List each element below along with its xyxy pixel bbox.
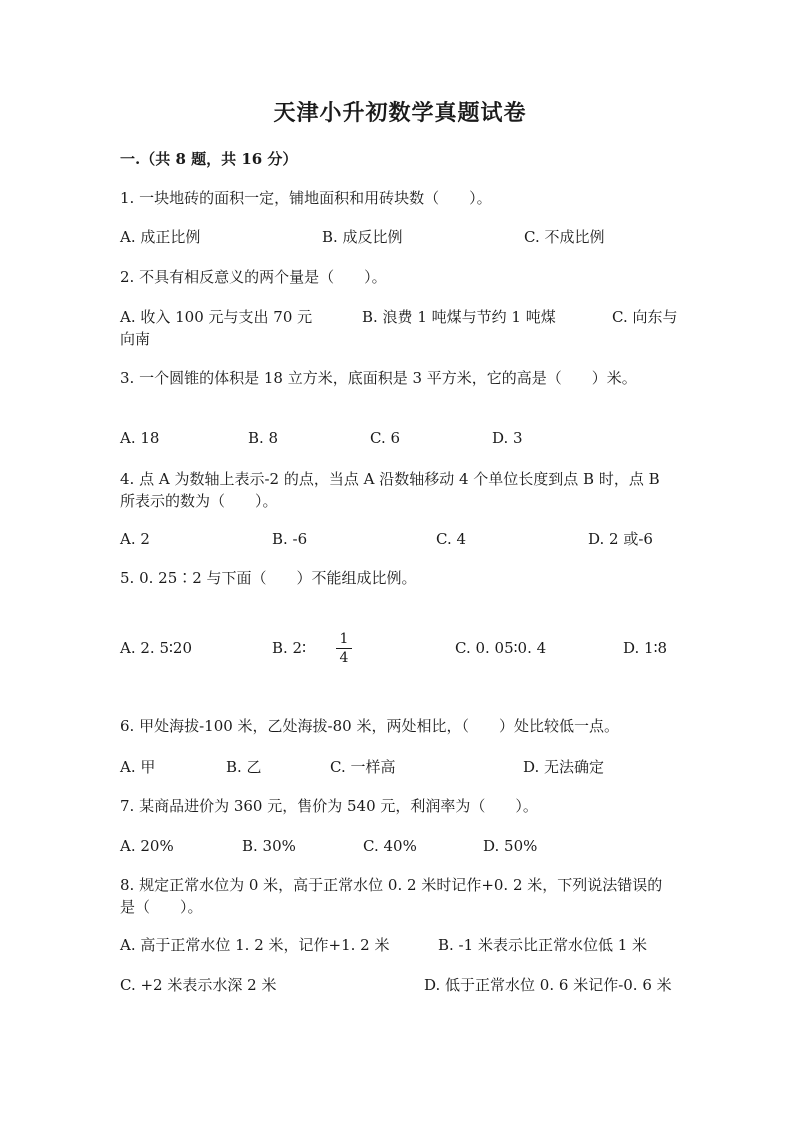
question-8-stem: 8. 规定正常水位为 0 米，高于正常水位 0. 2 米时记作+0. 2 米，下列说法错误的 [120,876,663,894]
question-2-option-b: B. 浪费 1 吨煤与节约 1 吨煤 [362,308,556,326]
question-1-option-b: B. 成反比例 [322,228,403,246]
question-1-stem: 1. 一块地砖的面积一定，铺地面积和用砖块数（ ）。 [120,189,492,207]
question-4-stem-cont: 所表示的数为（ ）。 [120,492,278,510]
question-1-option-a: A. 成正比例 [120,228,201,246]
question-2-option-c: C. 向东与 [612,308,678,326]
question-3-option-d: D. 3 [492,429,523,447]
question-3-option-c: C. 6 [370,429,401,447]
question-1-option-c: C. 不成比例 [524,228,605,246]
question-6-option-d: D. 无法确定 [523,758,605,776]
question-8-option-b: B. -1 米表示比正常水位低 1 米 [438,936,648,954]
question-2-option-c-cont: 向南 [120,330,151,348]
question-4-option-d: D. 2 或-6 [588,530,653,548]
question-5-option-d: D. 1∶8 [623,639,668,657]
fraction-denominator: 4 [339,650,349,666]
question-4-option-c: C. 4 [436,530,467,548]
question-3-stem: 3. 一个圆锥的体积是 18 立方米，底面积是 3 平方米，它的高是（ ）米。 [120,369,637,387]
fraction-bar [336,648,352,649]
question-8-stem-cont: 是（ ）。 [120,898,203,916]
question-7-option-a: A. 20% [120,837,174,855]
question-5-option-a: A. 2. 5∶20 [120,639,192,657]
question-2-stem: 2. 不具有相反意义的两个量是（ ）。 [120,268,387,286]
question-4-stem: 4. 点 A 为数轴上表示-2 的点，当点 A 沿数轴移动 4 个单位长度到点 B 时，点 B [120,470,660,488]
question-7-option-c: C. 40% [363,837,417,855]
question-7-stem: 7. 某商品进价为 360 元，售价为 540 元，利润率为（ ）。 [120,797,538,815]
question-4-option-b: B. -6 [272,530,308,548]
fraction-one-quarter [336,631,352,666]
question-6-stem: 6. 甲处海拔-100 米，乙处海拔-80 米，两处相比，（ ）处比较低一点。 [120,717,619,735]
question-6-option-a: A. 甲 [120,758,156,776]
question-7-option-d: D. 50% [483,837,538,855]
section-heading: 一.（共 8 题，共 16 分） [120,150,298,168]
question-6-option-c: C. 一样高 [330,758,396,776]
page-title: 天津小升初数学真题试卷 [273,100,527,126]
question-6-option-b: B. 乙 [226,758,262,776]
question-5-stem: 5. 0. 25∶2 与下面（ ）不能组成比例。 [120,569,417,587]
question-8-option-a: A. 高于正常水位 1. 2 米，记作+1. 2 米 [120,936,390,954]
question-3-option-b: B. 8 [248,429,279,447]
fraction-numerator: 1 [339,631,349,647]
question-8-option-c: C. +2 米表示水深 2 米 [120,976,277,994]
question-3-option-a: A. 18 [120,429,160,447]
question-5-option-b: B. 2∶ [272,639,307,657]
question-7-option-b: B. 30% [242,837,296,855]
question-4-option-a: A. 2 [120,530,150,548]
question-2-option-a: A. 收入 100 元与支出 70 元 [120,308,313,326]
question-5-option-c: C. 0. 05∶0. 4 [455,639,547,657]
question-8-option-d: D. 低于正常水位 0. 6 米记作-0. 6 米 [424,976,672,994]
